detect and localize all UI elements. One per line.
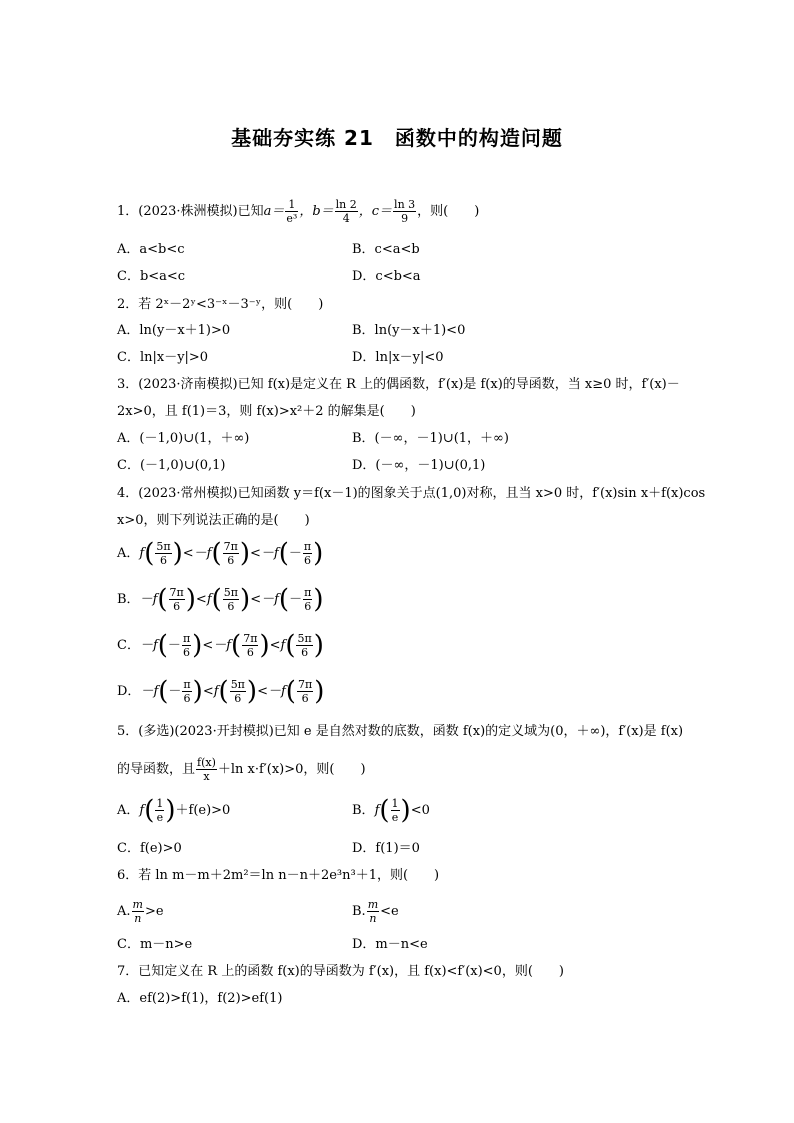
q3-option-a: A．(－1,0)∪(1，＋∞): [117, 431, 250, 446]
q2-stem: 2．若 2ˣ－2ʸ<3⁻ˣ－3⁻ʸ，则( ): [117, 297, 324, 312]
q1-stem: [117, 198, 479, 225]
q3-option-c: C．(－1,0)∪(0,1): [117, 458, 226, 473]
q3-option-b: B．(－∞，－1)∪(1，＋∞): [352, 431, 509, 446]
q1-a-eq: a＝: [263, 204, 285, 219]
q1-suffix: ，则( ): [417, 204, 480, 219]
q5-option-c: C．f(e)>0: [117, 841, 182, 856]
q1-c-eq: ，c＝: [358, 204, 393, 219]
q1-option-c: C．b<a<c: [117, 269, 186, 284]
q1-c-frac: $\frac{\ln 3}{9}$: [394, 198, 416, 225]
q1-a-frac: $\frac{1}{\text{e³}}$: [286, 198, 298, 225]
q1-option-b: B．c<a<b: [352, 242, 420, 257]
q4-stem-line1: 4．(2023·常州模拟)已知函数 y＝f(x－1)的图象关于点(1,0)对称，且当 x>0 时，f′(x)sin x＋f(x)cos: [117, 486, 706, 501]
q6-stem: 6．若 ln m－m＋2m²＝ln n－n＋2e³n³＋1，则( ): [117, 868, 440, 883]
q4-stem-line2: x>0，则下列说法正确的是( ): [117, 513, 310, 528]
q4-option-b: B．－f( $\frac{7\pi}{6}$ )<f( $\frac{5\pi}{6}$ )<－f(－ $\frac{\pi}{6}$ ): [117, 584, 324, 615]
q6-option-c: C．m－n>e: [117, 937, 193, 952]
q5-option-d: D．f(1)＝0: [352, 841, 420, 856]
q2-option-c: C．ln|x－y|>0: [117, 350, 209, 365]
q5-option-b: B．f( $\frac{1}{e}$ )<0: [352, 795, 430, 826]
q6-option-b: B. $\frac{m}{n}$ <e: [352, 898, 399, 925]
q4-option-a: A．f( $\frac{5\pi}{6}$ )<－f( $\frac{7\pi}{6}$ )<－f(－ $\frac{\pi}{6}$ ): [117, 538, 324, 569]
q1-option-d: D．c<b<a: [352, 269, 421, 284]
q3-stem-line1: 3．(2023·济南模拟)已知 f(x)是定义在 R 上的偶函数，f′(x)是 f(x)的导函数，当 x≥0 时，f′(x)－: [117, 377, 680, 392]
q2-option-b: B．ln(y－x＋1)<0: [352, 323, 466, 338]
q1-b-eq: ，b＝: [299, 204, 334, 219]
q3-stem-line2: 2x>0，且 f(1)＝3，则 f(x)>x²＋2 的解集是( ): [117, 404, 416, 419]
q6-option-a: A. $\frac{m}{n}$ >e: [117, 898, 164, 925]
q4-option-d: D．－f(－ $\frac{\pi}{6}$ )<f( $\frac{5\pi}{6}$ )<－f( $\frac{7\pi}{6}$ ): [117, 676, 325, 707]
q3-option-d: D．(－∞，－1)∪(0,1): [352, 458, 486, 473]
q1-b-frac: $\frac{\ln 2}{4}$: [335, 198, 357, 225]
q5-option-a: A．f( $\frac{1}{e}$ )＋f(e)>0: [117, 795, 231, 826]
q5-stem-line2: 的导函数，且 $\frac{f(x)}{x}$ ＋ln x·f′(x)>0，则( ): [117, 756, 366, 783]
q7-stem: 7．已知定义在 R 上的函数 f(x)的导函数为 f′(x)，且 f(x)<f′(x)<0，则( ): [117, 964, 564, 979]
q5-stem-line1: 5．(多选)(2023·开封模拟)已知 e 是自然对数的底数，函数 f(x)的定义域为(0，＋∞)，f′(x)是 f(x): [117, 724, 684, 739]
q4-option-c: C．－f(－ $\frac{\pi}{6}$ )<－f( $\frac{7\pi}{6}$ )<f( $\frac{5\pi}{6}$ ): [117, 630, 324, 661]
q7-option-a: A．ef(2)>f(1)，f(2)>ef(1): [117, 991, 283, 1006]
q2-option-d: D．ln|x－y|<0: [352, 350, 444, 365]
q6-option-d: D．m－n<e: [352, 937, 428, 952]
q1-prefix: 1．(2023·株洲模拟)已知: [117, 204, 264, 219]
q1-option-a: A．a<b<c: [117, 242, 185, 257]
page-title: 基础夯实练 21 函数中的构造问题: [231, 126, 563, 150]
q5-frac: $\frac{f(x)}{x}$: [197, 756, 216, 783]
q2-option-a: A．ln(y－x＋1)>0: [117, 323, 231, 338]
